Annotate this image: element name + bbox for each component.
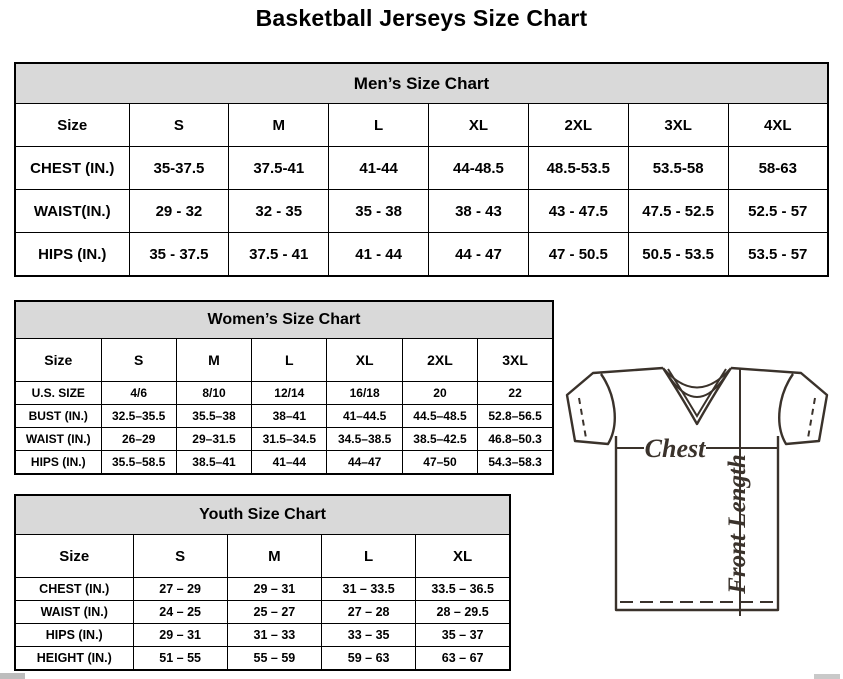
table-cell: 52.5 - 57 <box>728 190 828 233</box>
table-cell: 44 - 47 <box>429 233 529 277</box>
youth-table-title: Youth Size Chart <box>15 495 510 535</box>
chest-label: Chest <box>644 434 706 463</box>
column-header: XL <box>327 339 402 382</box>
table-cell: 8/10 <box>176 382 251 405</box>
scrollbar-fragment-right[interactable] <box>814 674 840 679</box>
table-row <box>15 428 553 451</box>
table-cell: 16/18 <box>327 382 402 405</box>
scrollbar-fragment-left[interactable] <box>0 673 25 679</box>
table-cell: 47 - 50.5 <box>528 233 628 277</box>
table-cell: 41-44 <box>329 147 429 190</box>
table-cell: 31.5–34.5 <box>252 428 327 451</box>
column-header: 4XL <box>728 104 828 147</box>
table-cell: 54.3–58.3 <box>478 451 553 475</box>
column-header: M <box>227 535 321 578</box>
row-label: HIPS (IN.) <box>15 233 129 277</box>
table-row <box>15 624 510 647</box>
table-row <box>15 601 510 624</box>
table-row <box>15 451 553 475</box>
table-cell: 41–44.5 <box>327 405 402 428</box>
table-cell: 33 – 35 <box>322 624 416 647</box>
column-header: Size <box>15 535 133 578</box>
sleeve-trim-dashes <box>808 398 815 438</box>
table-cell: 4/6 <box>101 382 176 405</box>
table-cell: 44–47 <box>327 451 402 475</box>
table-cell: 29 – 31 <box>227 578 321 601</box>
table-cell: 31 – 33 <box>227 624 321 647</box>
table-cell: 37.5-41 <box>229 147 329 190</box>
table-row <box>15 190 828 233</box>
column-header: L <box>252 339 327 382</box>
jersey-outline <box>567 368 663 444</box>
table-cell: 44.5–48.5 <box>402 405 477 428</box>
row-label: WAIST(IN.) <box>15 190 129 233</box>
column-header: 3XL <box>628 104 728 147</box>
row-label: CHEST (IN.) <box>15 578 133 601</box>
table-cell: 58-63 <box>728 147 828 190</box>
table-cell: 27 – 28 <box>322 601 416 624</box>
table-cell: 26–29 <box>101 428 176 451</box>
table-cell: 25 – 27 <box>227 601 321 624</box>
table-cell: 28 – 29.5 <box>416 601 510 624</box>
table-cell: 34.5–38.5 <box>327 428 402 451</box>
table-cell: 20 <box>402 382 477 405</box>
row-label: WAIST (IN.) <box>15 428 101 451</box>
table-cell: 55 – 59 <box>227 647 321 671</box>
table-cell: 32 - 35 <box>229 190 329 233</box>
jersey-collar-arc <box>666 372 728 397</box>
sleeve-trim-dashes <box>579 398 586 438</box>
table-row <box>15 647 510 671</box>
jersey-collar-rib <box>668 369 726 416</box>
youth-table-header-band <box>15 495 510 535</box>
table-cell: 35 – 37 <box>416 624 510 647</box>
table-cell: 29–31.5 <box>176 428 251 451</box>
column-header: S <box>129 104 229 147</box>
column-header: 2XL <box>528 104 628 147</box>
womens-column-header-row <box>15 339 553 382</box>
column-header: M <box>229 104 329 147</box>
row-label: BUST (IN.) <box>15 405 101 428</box>
youth-column-header-row <box>15 535 510 578</box>
table-cell: 41 - 44 <box>329 233 429 277</box>
row-label: U.S. SIZE <box>15 382 101 405</box>
table-cell: 37.5 - 41 <box>229 233 329 277</box>
table-cell: 47.5 - 52.5 <box>628 190 728 233</box>
table-cell: 24 – 25 <box>133 601 227 624</box>
table-row <box>15 382 553 405</box>
table-cell: 44-48.5 <box>429 147 529 190</box>
column-header: 2XL <box>402 339 477 382</box>
table-cell: 47–50 <box>402 451 477 475</box>
table-cell: 59 – 63 <box>322 647 416 671</box>
table-cell: 63 – 67 <box>416 647 510 671</box>
table-cell: 31 – 33.5 <box>322 578 416 601</box>
table-row <box>15 578 510 601</box>
table-cell: 33.5 – 36.5 <box>416 578 510 601</box>
table-cell: 43 - 47.5 <box>528 190 628 233</box>
table-cell: 38.5–42.5 <box>402 428 477 451</box>
table-cell: 41–44 <box>252 451 327 475</box>
column-header: Size <box>15 339 101 382</box>
page-title: Basketball Jerseys Size Chart <box>255 5 588 31</box>
table-cell: 50.5 - 53.5 <box>628 233 728 277</box>
table-cell: 51 – 55 <box>133 647 227 671</box>
table-cell: 46.8–50.3 <box>478 428 553 451</box>
row-label: HEIGHT (IN.) <box>15 647 133 671</box>
table-cell: 27 – 29 <box>133 578 227 601</box>
mens-size-table <box>14 62 829 277</box>
womens-size-table <box>14 300 554 475</box>
table-cell: 35 - 38 <box>329 190 429 233</box>
table-row <box>15 233 828 277</box>
womens-table-title: Women’s Size Chart <box>15 301 553 339</box>
column-header: S <box>101 339 176 382</box>
row-label: HIPS (IN.) <box>15 624 133 647</box>
table-cell: 38.5–41 <box>176 451 251 475</box>
mens-table-header-band <box>15 63 828 104</box>
column-header: L <box>329 104 429 147</box>
column-header: M <box>176 339 251 382</box>
column-header: XL <box>416 535 510 578</box>
table-cell: 12/14 <box>252 382 327 405</box>
column-header: S <box>133 535 227 578</box>
mens-table-title: Men’s Size Chart <box>15 63 828 104</box>
table-cell: 35.5–58.5 <box>101 451 176 475</box>
table-cell: 52.8–56.5 <box>478 405 553 428</box>
table-cell: 32.5–35.5 <box>101 405 176 428</box>
table-cell: 53.5 - 57 <box>728 233 828 277</box>
jersey-outline <box>731 368 827 444</box>
table-row <box>15 405 553 428</box>
column-header: L <box>322 535 416 578</box>
table-row <box>15 147 828 190</box>
mens-column-header-row <box>15 104 828 147</box>
table-cell: 38–41 <box>252 405 327 428</box>
table-cell: 29 - 32 <box>129 190 229 233</box>
front-length-label: Front Length <box>724 454 751 594</box>
table-cell: 48.5-53.5 <box>528 147 628 190</box>
row-label: HIPS (IN.) <box>15 451 101 475</box>
table-cell: 35-37.5 <box>129 147 229 190</box>
column-header: 3XL <box>478 339 553 382</box>
row-label: CHEST (IN.) <box>15 147 129 190</box>
table-cell: 22 <box>478 382 553 405</box>
table-cell: 29 – 31 <box>133 624 227 647</box>
youth-size-table <box>14 494 511 671</box>
table-cell: 35.5–38 <box>176 405 251 428</box>
column-header: Size <box>15 104 129 147</box>
table-cell: 38 - 43 <box>429 190 529 233</box>
jersey-measurement-diagram <box>552 360 837 625</box>
row-label: WAIST (IN.) <box>15 601 133 624</box>
column-header: XL <box>429 104 529 147</box>
table-cell: 35 - 37.5 <box>129 233 229 277</box>
table-cell: 53.5-58 <box>628 147 728 190</box>
womens-table-header-band <box>15 301 553 339</box>
